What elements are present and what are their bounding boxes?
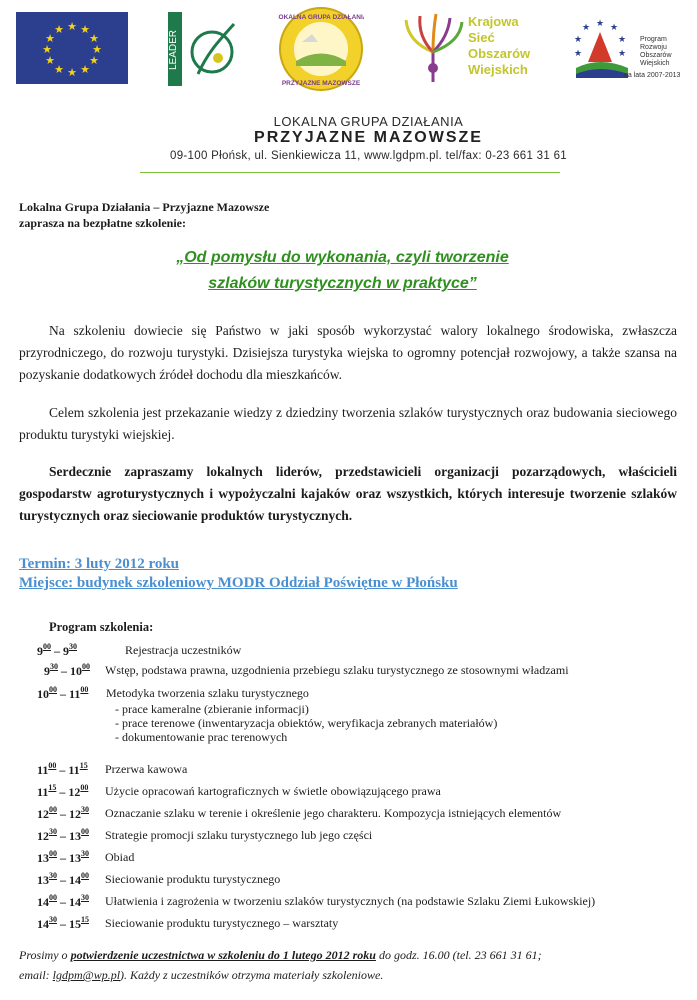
time-minutes: 30: [49, 915, 57, 924]
program-time: [44, 663, 90, 679]
program-item-text: Ułatwienia i zagrożenia w tworzeniu szlaków turystycznych (na podstawie Szlaku Ziemi Łukowskiej): [105, 894, 596, 908]
time-hour: 14: [69, 873, 81, 887]
time-minutes: 30: [49, 827, 57, 836]
paragraph-2-text: Celem szkolenia jest przekazanie wiedzy z dziedziny tworzenia szlaków turystycznych oraz budowania sieciowego produktu turystyki wiejskiej.: [19, 405, 677, 442]
program-time: [37, 784, 88, 800]
program-time: [37, 806, 89, 822]
time-hour: 12: [69, 807, 81, 821]
time-minutes: 00: [80, 783, 89, 792]
footer-mid: do godz. 16.00 (tel. 23 661 31 61;: [375, 948, 542, 962]
prow-line: Rozwoju: [640, 44, 667, 51]
time-separator: –: [57, 807, 69, 821]
time-minutes: 00: [43, 642, 51, 651]
time-hour: 13: [69, 829, 81, 843]
program-time: [37, 643, 77, 659]
time-hour: 11: [37, 763, 49, 777]
time-hour: 11: [68, 763, 80, 777]
org-name-line: LOKALNA GRUPA DZIAŁANIA: [273, 114, 464, 129]
svg-text:★: ★: [92, 43, 102, 56]
time-minutes: 00: [81, 871, 89, 880]
time-separator: –: [58, 664, 70, 678]
program-item-text: Obiad: [105, 850, 135, 864]
program-item-text: Strategie promocji szlaku turystycznego lub jego części: [105, 828, 373, 842]
time-minutes: 30: [81, 893, 89, 902]
paragraph-3-text: Serdecznie zapraszamy lokalnych liderów, przedstawicieli organizacji pozarządowych, właścicieli gospodarstw agroturystycznych i wypożyczalni kajaków oraz wszystkich, których interesuje tworzenie szlaków turystycznych oraz sieciowanie produktów turystycznych.: [19, 464, 677, 523]
org-title: PRZYJAZNE MAZOWSZE: [254, 129, 483, 146]
intro-line-1: Lokalna Grupa Działania – Przyjazne Mazowsze: [19, 200, 270, 214]
svg-text:★: ★: [42, 43, 52, 56]
svg-text:★: ★: [573, 35, 583, 45]
org-address: 09-100 Płońsk, ul. Sienkiewicza 11, www.lgdpm.pl. tel/fax: 0-23 661 31 61: [170, 150, 567, 162]
lgd-logo-top-text: LOKALNA GRUPA DZIAŁANIA: [278, 14, 364, 21]
program-time: [37, 686, 88, 702]
ksow-line: Wiejskich: [468, 62, 528, 77]
time-hour: 12: [37, 829, 49, 843]
time-separator: –: [56, 763, 69, 777]
time-hour: 13: [37, 851, 49, 865]
svg-text:★: ★: [617, 49, 627, 59]
time-hour: 9: [44, 664, 50, 678]
program-item-text: Sieciowanie produktu turystycznego – warsztaty: [105, 916, 339, 930]
intro-block: [19, 199, 269, 231]
header-divider: [140, 172, 560, 173]
program-time: [37, 894, 89, 910]
svg-text:★: ★: [581, 23, 591, 33]
time-separator: –: [57, 829, 69, 843]
program-item-text: Przerwa kawowa: [105, 762, 188, 776]
time-minutes: 00: [81, 827, 89, 836]
time-hour: 15: [69, 917, 81, 931]
prow-line: Program: [640, 36, 667, 43]
time-hour: 10: [70, 664, 82, 678]
time-minutes: 30: [50, 662, 58, 671]
intro-line-2: zaprasza na bezpłatne szkolenie:: [19, 216, 186, 230]
prow-line: Obszarów: [640, 52, 672, 59]
program-subitem: - dokumentowanie prac terenowych: [115, 730, 288, 744]
time-minutes: 30: [81, 849, 89, 858]
svg-text:★: ★: [80, 23, 90, 36]
time-separator: –: [51, 644, 63, 658]
lgd-logo-bottom-text: PRZYJAZNE MAZOWSZE: [281, 80, 361, 87]
time-hour: 12: [68, 785, 81, 799]
time-hour: 9: [37, 644, 43, 658]
svg-text:★: ★: [609, 23, 619, 33]
eu-flag-logo: [16, 12, 128, 84]
svg-text:★: ★: [45, 54, 55, 67]
training-title-line-1: „Od pomysłu do wykonania, czyli tworzenie: [176, 249, 509, 266]
svg-text:★: ★: [54, 23, 64, 36]
time-separator: –: [57, 917, 69, 931]
time-separator: –: [57, 895, 69, 909]
prow-years: na lata 2007-2013: [624, 72, 681, 79]
time-hour: 14: [37, 895, 49, 909]
time-minutes: 00: [82, 662, 90, 671]
time-separator: –: [57, 687, 69, 701]
ksow-line: Krajowa: [468, 14, 519, 29]
time-minutes: 30: [81, 805, 89, 814]
program-item-text: Metodyka tworzenia szlaku turystycznego: [106, 686, 309, 700]
leader-text: LEADER: [168, 29, 179, 70]
svg-text:★: ★: [617, 35, 627, 45]
time-separator: –: [57, 873, 69, 887]
prow-line: Wiejskich: [640, 60, 670, 67]
time-minutes: 15: [79, 761, 88, 770]
program-item-text: Wstęp, podstawa prawna, uzgodnienia przebiegu szlaku turystycznego ze stosownymi władzami: [105, 663, 569, 677]
svg-text:★: ★: [80, 63, 90, 76]
time-hour: 14: [69, 895, 81, 909]
time-hour: 11: [69, 687, 81, 701]
svg-text:★: ★: [573, 49, 583, 59]
time-hour: 11: [37, 785, 49, 799]
eu-stars-icon: [16, 12, 128, 84]
svg-text:★: ★: [54, 63, 64, 76]
time-hour: 13: [37, 873, 49, 887]
time-minutes: 15: [81, 915, 89, 924]
leader-logo: [168, 12, 242, 86]
time-separator: –: [57, 851, 69, 865]
svg-text:★: ★: [67, 20, 77, 33]
event-date: Termin: 3 luty 2012 roku: [19, 556, 180, 572]
training-title-line-2: szlaków turystycznych w praktyce”: [208, 275, 477, 292]
ksow-line: Sieć: [468, 30, 495, 45]
time-hour: 14: [37, 917, 49, 931]
time-hour: 13: [69, 851, 81, 865]
ksow-line: Obszarów: [468, 46, 531, 61]
paragraph-1-text: Na szkoleniu dowiecie się Państwo w jaki sposób wykorzystać walory lokalnego środowiska, zwłaszcza przyrodniczego, do rozwoju turystyki. Dzisiejsza turystyka wiejska to ogromny potencjał rozwojowy, a także szansa na pozyskanie dodatkowych źródeł dochodu dla mieszkańców.: [19, 323, 677, 382]
svg-text:★: ★: [89, 32, 99, 45]
time-minutes: 30: [69, 642, 77, 651]
program-time: [37, 828, 89, 844]
prow-logo-text: [640, 36, 672, 68]
svg-text:★: ★: [595, 19, 605, 29]
footer-post: ). Każdy z uczestników otrzyma materiały szkoleniowe.: [120, 968, 384, 982]
time-hour: 12: [37, 807, 49, 821]
program-time: [37, 762, 88, 778]
program-time: [37, 872, 89, 888]
time-minutes: 30: [49, 871, 57, 880]
program-item-text: Sieciowanie produktu turystycznego: [105, 872, 281, 886]
svg-text:★: ★: [67, 66, 77, 79]
program-item-text: Rejestracja uczestników: [125, 643, 242, 657]
time-minutes: 00: [49, 849, 57, 858]
time-minutes: 00: [48, 761, 57, 770]
time-minutes: 00: [49, 805, 57, 814]
program-item-text: Użycie opracowań kartograficznych w świetle obowiązującego prawa: [105, 784, 441, 798]
program-heading: Program szkolenia:: [49, 620, 154, 634]
paragraph-1: [19, 320, 677, 386]
program-time: [37, 850, 89, 866]
time-minutes: 00: [80, 685, 89, 694]
paragraph-3: [19, 461, 677, 527]
program-subitem: - prace terenowe (inwentaryzacja obiektów, weryfikacja zebranych materiałów): [115, 716, 498, 730]
paragraph-2: [19, 402, 677, 446]
footer-note: [19, 945, 679, 985]
time-minutes: 15: [48, 783, 57, 792]
footer-pre: Prosimy o: [19, 948, 71, 962]
time-minutes: 00: [49, 893, 57, 902]
time-separator: –: [56, 785, 69, 799]
program-item-text: Oznaczanie szlaku w terenie i określenie jego charakteru. Kompozycja istniejących elementów: [105, 806, 562, 820]
time-minutes: 00: [49, 685, 57, 694]
lgd-logo: [278, 6, 364, 92]
program-time: [37, 916, 89, 932]
svg-text:★: ★: [89, 54, 99, 67]
footer-deadline: potwierdzenie uczestnictwa w szkoleniu do 1 lutego 2012 roku: [70, 948, 376, 962]
svg-text:★: ★: [45, 32, 55, 45]
time-hour: 9: [63, 644, 69, 658]
program-subitem: - prace kameralne (zbieranie informacji): [115, 702, 309, 716]
event-place: Miejsce: budynek szkoleniowy MODR Oddział Poświętne w Płońsku: [19, 575, 458, 591]
ksow-logo-text: [468, 14, 530, 78]
time-hour: 10: [37, 687, 49, 701]
footer-email-label: email:: [19, 968, 53, 982]
email-link[interactable]: lgdpm@wp.pl: [52, 968, 121, 982]
